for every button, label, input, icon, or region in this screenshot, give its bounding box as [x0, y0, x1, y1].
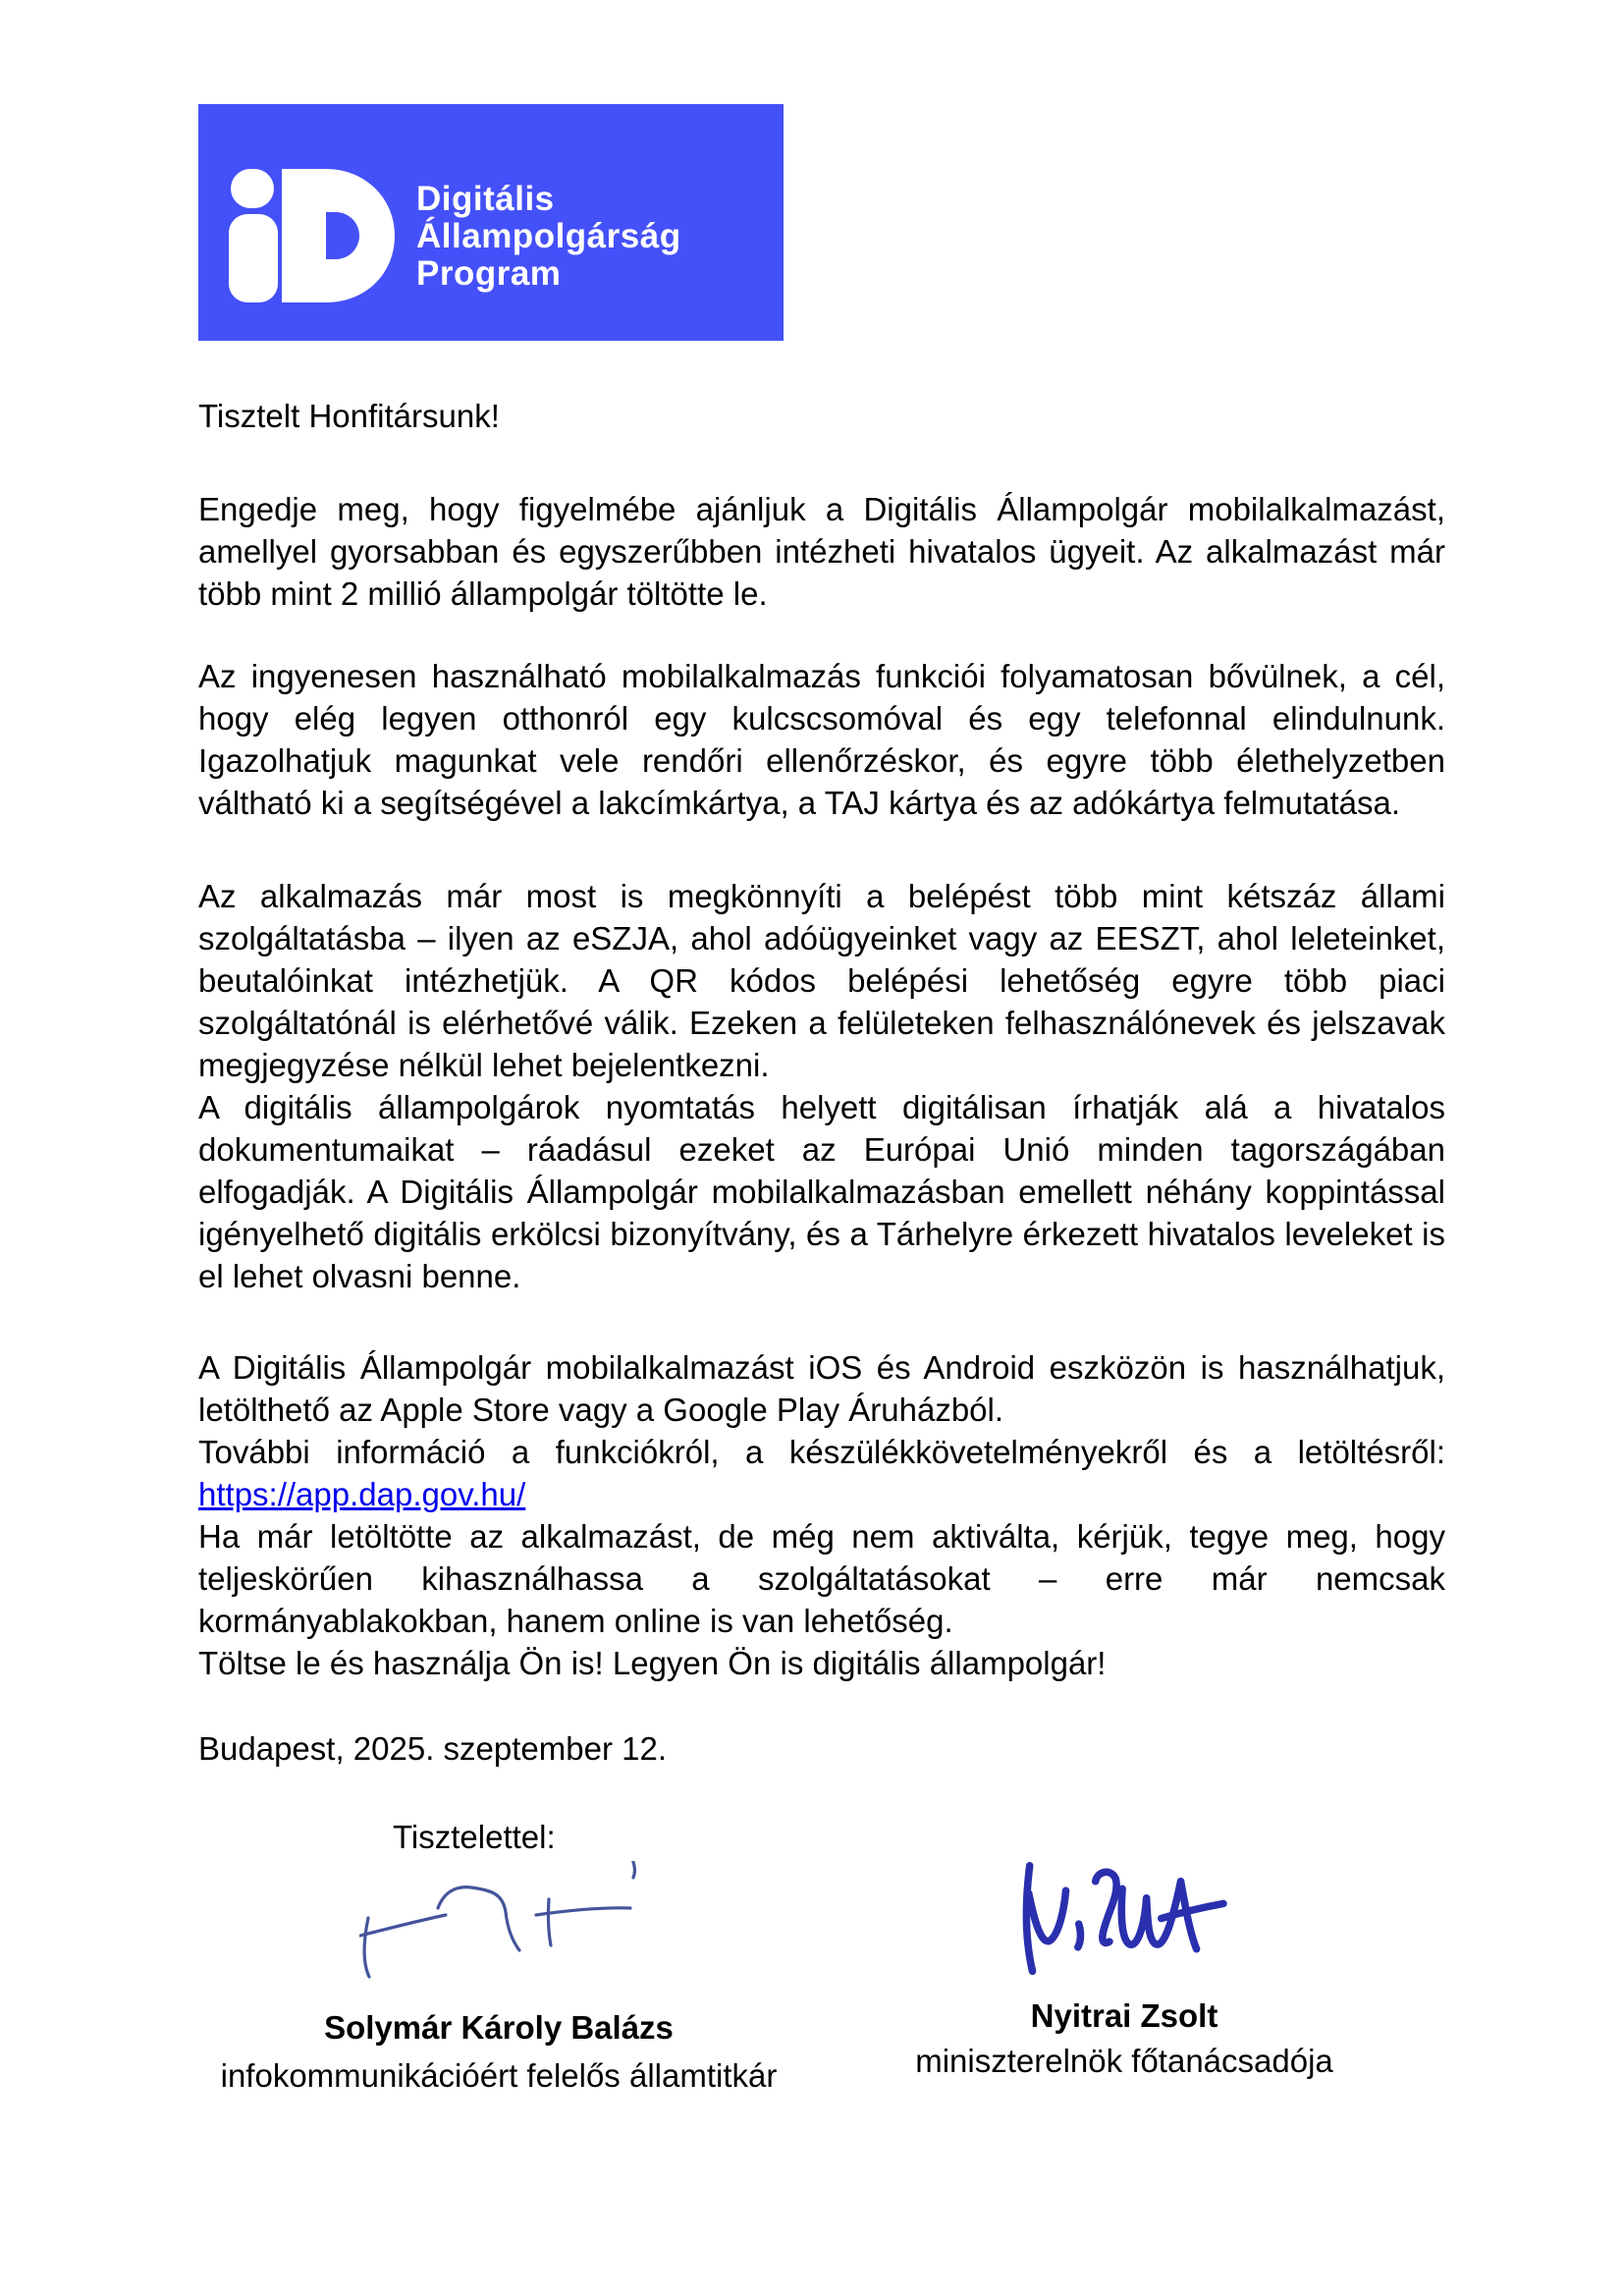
greeting: Tisztelt Honfitársunk!	[198, 398, 500, 434]
logo-wordmark: Digitális Állampolgárság Program	[416, 180, 681, 293]
signer-title: infokommunikációért felelős államtitkár	[220, 2057, 778, 2094]
id-person-mark-icon	[229, 169, 395, 302]
signer-title: miniszterelnök főtanácsadója	[915, 2043, 1333, 2079]
link-lead: További információ a funkciókról, a készülékkövetelményekről és a letöltésről:	[198, 1434, 1445, 1470]
dap-app-link[interactable]: https://app.dap.gov.hu/	[198, 1476, 526, 1512]
signature-solymar-icon	[359, 1861, 639, 1979]
signer-name: Solymár Károly Balázs	[324, 2009, 674, 2046]
dap-logo	[198, 104, 784, 341]
paragraph-stores: A Digitális Állampolgár mobilalkalmazást iOS és Android eszközön is használhatjuk, letölthető az Apple Store vagy a Google Play Áruházból.	[198, 1349, 1445, 1428]
link-line	[198, 1473, 1445, 1515]
signature-nyitrai-icon	[1011, 1861, 1237, 1977]
paragraph-services: Az alkalmazás már most is megkönnyíti a belépést több mint kétszáz állami szolgáltatásba – ilyen az eSZJA, ahol adóügyeinket vagy az EESZT, ahol leleteinket, beutalóinkat intézhetjük. A QR kódos belépési lehetőség egyre több piaci szolgáltatónál is elérhetővé válik. Ezeken a felületeken felhasználónevek és jelszavak megjegyzése nélkül lehet bejelentkezni.	[198, 878, 1445, 1083]
date-line: Budapest, 2025. szeptember 12.	[198, 1730, 667, 1767]
paragraph-signing: A digitális állampolgárok nyomtatás helyett digitálisan írhatják alá a hivatalos dokumentumaikat – ráadásul ezeket az Európai Unió minden tagországában elfogadják. A Digitális Állampolgár mobilalkalmazásban emellett néhány koppintással igényelhető digitális erkölcsi bizonyítvány, és a Tárhelyre érkezett hivatalos leveleket is el lehet olvasni benne.	[198, 1089, 1445, 1294]
paragraph-cta: Töltse le és használja Ön is! Legyen Ön is digitális állampolgár!	[198, 1645, 1107, 1681]
closing-salutation: Tisztelettel:	[393, 1819, 556, 1855]
paragraph-intro: Engedje meg, hogy figyelmébe ajánljuk a Digitális Állampolgár mobilalkalmazást, amellyel gyorsabban és egyszerűbben intézheti hivatalos ügyeit. Az alkalmazást már több mint 2 millió állampolgár töltötte le.	[198, 491, 1445, 612]
signer-name: Nyitrai Zsolt	[1030, 1997, 1218, 2034]
paragraph-functions: Az ingyenesen használható mobilalkalmazás funkciói folyamatosan bővülnek, a cél, hogy elég legyen otthonról egy kulcscsomóval és egy telefonnal elindulnunk. Igazolhatjuk magunkat vele rendőri ellenőrzéskor, és egyre több élethelyzetben váltható ki a segítségével a lakcímkártya, a TAJ kártya és az adókártya felmutatása.	[198, 658, 1445, 821]
signature-block	[198, 1861, 1445, 2097]
paragraph-activation: Ha már letöltötte az alkalmazást, de még nem aktiválta, kérjük, tegye meg, hogy teljeskörűen kihasználhassa a szolgáltatásokat – erre már nemcsak kormányablakokban, hanem online is van lehetőség.	[198, 1518, 1445, 1639]
signer-left	[198, 1861, 799, 2097]
signer-right	[830, 1861, 1419, 2097]
